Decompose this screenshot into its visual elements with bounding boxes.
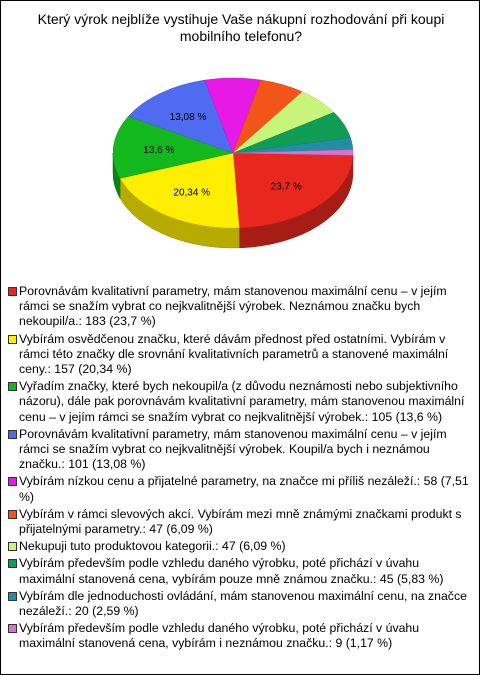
slice-data-label-4: 13,08 % bbox=[169, 111, 207, 123]
legend-item-5 bbox=[8, 474, 474, 504]
legend-label: Vybírám osvědčenou značku, které dávám přednost před ostatními. Vybírám v rámci této značky dle srovnání kvalitativních parametrů a stanovené maximální ceny.: 157 (20,34 %) bbox=[19, 331, 449, 377]
legend-swatch bbox=[8, 287, 17, 296]
legend-swatch bbox=[8, 592, 17, 601]
legend bbox=[8, 284, 474, 654]
legend-swatch bbox=[8, 477, 17, 486]
legend-label: Porovnávám kvalitativní parametry, mám stanovenou maximální cenu – v jejím rámci se snažím vybrat co nejkvalitnější výrobek. Neznámou značku bych nekoupil/a.: 183 (23,7 %) bbox=[19, 284, 447, 329]
legend-label: Vybírám dle jednoduchosti ovládání, mám stanovenou maximální cenu, na značce nezáleží.: 20 (2,59 %) bbox=[19, 588, 467, 619]
legend-label: Vybírám v rámci slevových akcí. Vybírám mezi mně známými značkami produkt s přijatelnými parametry.: 47 (6,09 %) bbox=[19, 506, 462, 537]
chart-title: Který výrok nejblíže vystihuje Vaše nákupní rozhodování při koupi mobilního telefonu? bbox=[37, 11, 445, 44]
legend-item-6 bbox=[8, 507, 474, 537]
legend-item-2 bbox=[8, 332, 474, 378]
legend-swatch bbox=[8, 335, 17, 344]
legend-item-8 bbox=[8, 556, 474, 586]
pie-chart bbox=[1, 1, 479, 281]
legend-swatch bbox=[8, 624, 17, 633]
legend-label: Vybírám především podle vzhledu daného výrobku, poté přichází v úvahu maximální stanovená cena, vybírám i neznámou značku.: 9 (1,17 %) bbox=[19, 621, 420, 651]
slice-data-label-1: 23,7 % bbox=[270, 181, 302, 193]
slice-data-label-2: 20,34 % bbox=[173, 187, 211, 199]
legend-label: Nekupuji tuto produktovou kategorii.: 47 (6,09 %) bbox=[19, 539, 286, 554]
legend-swatch bbox=[8, 559, 17, 568]
legend-swatch bbox=[8, 382, 17, 391]
legend-swatch bbox=[8, 430, 17, 439]
legend-label: Porovnávám kvalitativní parametry, mám stanovenou maximální cenu – v jejím rámci se snažím vybrat co nejkvalitnější výrobek. Koupil/a bych i neznámou značku.: 101 (13,08 %) bbox=[19, 426, 447, 472]
legend-item-1 bbox=[8, 284, 474, 330]
legend-swatch bbox=[8, 542, 17, 551]
slice-data-label-3: 13,6 % bbox=[143, 145, 175, 157]
legend-item-4 bbox=[8, 427, 474, 473]
legend-item-7 bbox=[8, 539, 474, 554]
legend-item-3 bbox=[8, 379, 474, 425]
legend-label: Vybírám nízkou cenu a přijatelné parametry, na značce mi příliš nezáleží.: 58 (7,51 %) bbox=[19, 474, 469, 504]
legend-label: Vyřadím značky, které bych nekoupil/a (z důvodu neznámosti nebo subjektivního názoru), dále pak porovnávám kvalitativní parametry, mám stanovenou maximální cenu – v jejím rámci se snažím vybrat co nejkvalitnější výrobek.: 105 (13,6 %) bbox=[19, 379, 465, 424]
legend-item-10 bbox=[8, 621, 474, 651]
legend-swatch bbox=[8, 510, 17, 519]
legend-item-9 bbox=[8, 589, 474, 619]
legend-label: Vybírám především podle vzhledu daného výrobku, poté přichází v úvahu maximální stanovená cena, vybírám pouze mně známou značku.: 45 (5,83 %) bbox=[19, 556, 444, 586]
